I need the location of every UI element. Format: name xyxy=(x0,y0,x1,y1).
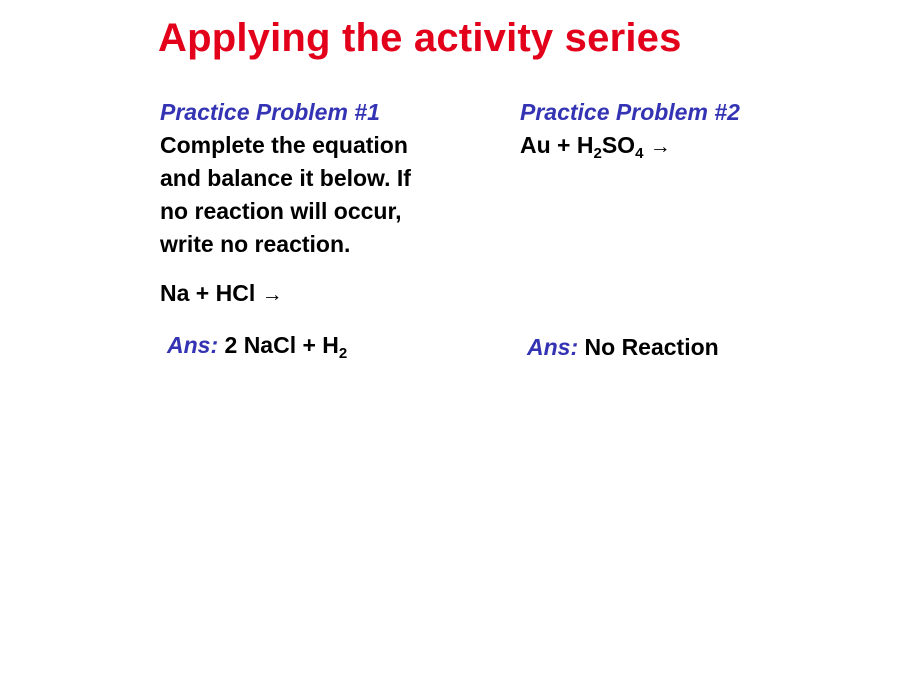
problem-1-equation xyxy=(160,277,283,311)
problem-1-instruction-line: write no reaction. xyxy=(160,231,351,257)
reaction-arrow-icon: → xyxy=(261,283,283,306)
problem-1-block xyxy=(160,96,500,261)
equation-part: Au + H xyxy=(520,132,594,158)
problem-1-instruction-line: Complete the equation xyxy=(160,132,408,158)
problem-1-instruction-line: and balance it below. If xyxy=(160,165,411,191)
equation-part: SO xyxy=(601,132,636,158)
answer-label: Ans: xyxy=(527,334,579,360)
problem-2-block xyxy=(520,96,860,163)
answer-subscript: 2 xyxy=(338,345,348,362)
answer-label: Ans: xyxy=(167,332,219,358)
slide-title: Applying the activity series xyxy=(158,16,682,60)
problem-1-answer xyxy=(167,329,347,362)
problem-1-instruction-line: no reaction will occur, xyxy=(160,198,402,224)
problem-1-heading: Practice Problem #1 xyxy=(160,99,380,125)
problem-2-equation xyxy=(520,129,860,163)
equation-subscript: 4 xyxy=(635,145,644,162)
problem-2-answer xyxy=(527,331,719,364)
reaction-arrow-icon: → xyxy=(649,135,671,158)
equation-subscript: 2 xyxy=(593,145,602,162)
answer-text: 2 NaCl + H xyxy=(224,332,339,358)
problem-1-reactants: Na + HCl xyxy=(160,280,256,306)
answer-text: No Reaction xyxy=(584,334,719,360)
problem-2-heading: Practice Problem #2 xyxy=(520,99,740,125)
